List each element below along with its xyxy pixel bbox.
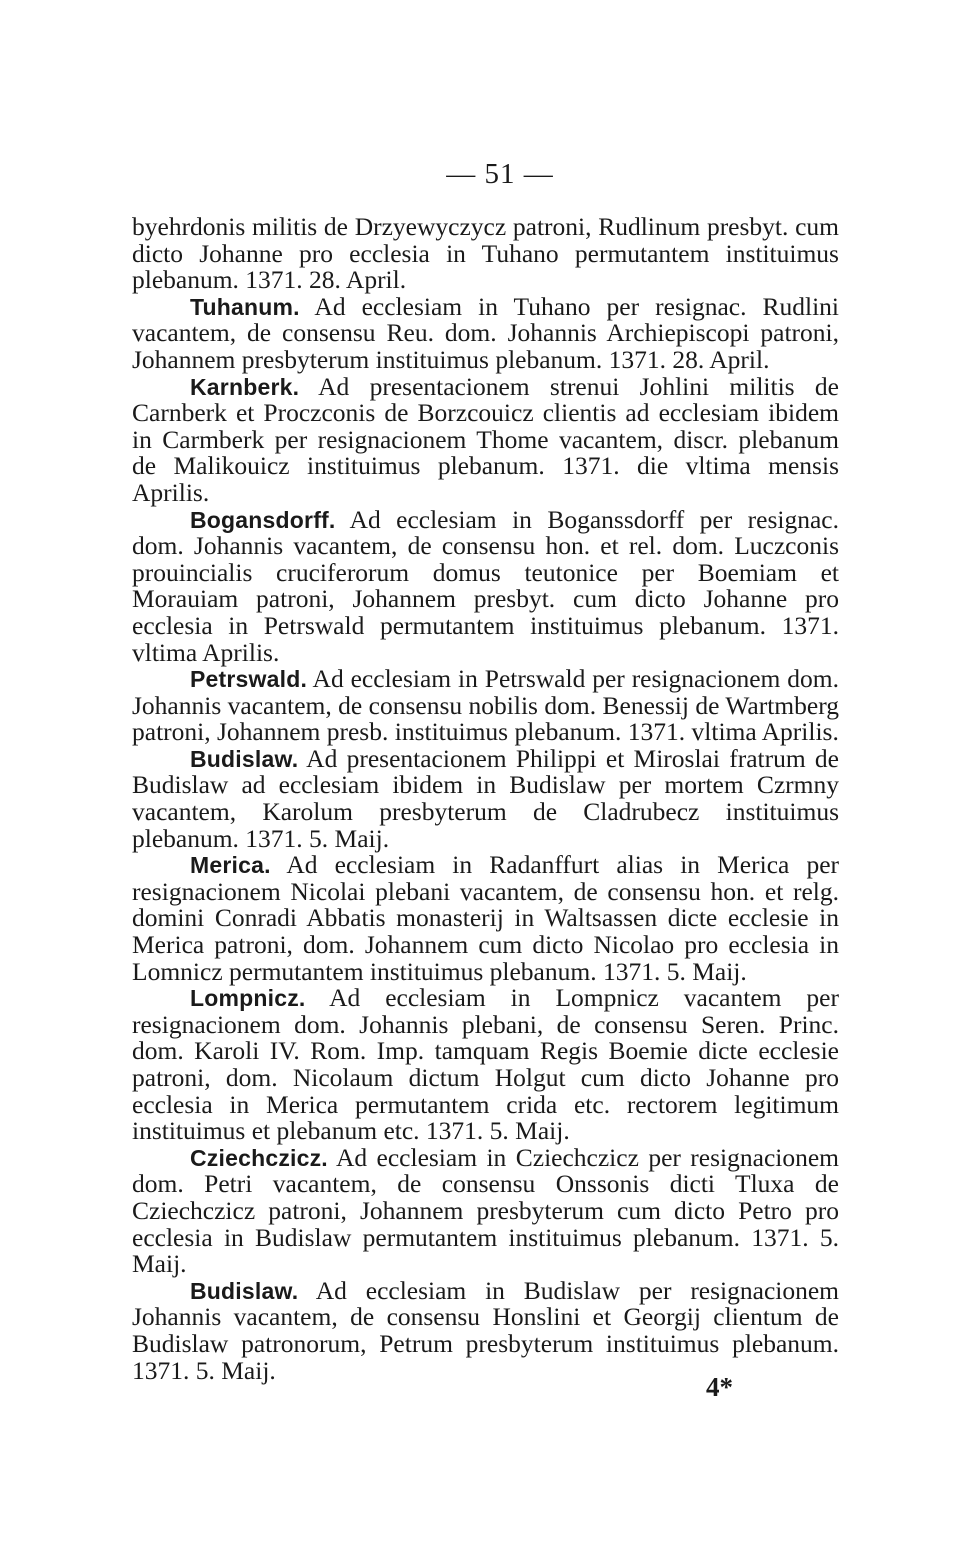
entry-bogansdorff bbox=[132, 504, 839, 667]
entry-place-heading: Karnberk. bbox=[190, 373, 300, 400]
entry-karnberk bbox=[132, 371, 839, 507]
entry-text: Ad ecclesiam in Petrswald per resignacionem dom. Johannis vacantem, de consensu nobilis dom. Benessij de Wartmberg patroni, Johannem presb. instituimus plebanum. 1371. vltima Aprilis. bbox=[132, 664, 839, 747]
entry-lompnicz bbox=[132, 985, 839, 1145]
entry-text: Ad ecclesiam in Tuhano per resignac. Rudlini vacantem, de consensu Reu. dom. Johannis Archiepiscopi patroni, Johannem presbyterum instituimus plebanum. 1371. 28. April. bbox=[132, 291, 839, 374]
entry-place-heading: Merica. bbox=[190, 852, 271, 879]
entry-text: Ad ecclesiam in Boganssdorff per resignac. dom. Johannis vacantem, de consensu hon. et rel. dom. Luczconis prouincialis cruciferorum domus teutonice per Boemiam et Morauiam patroni, Johannem presbyt. cum dicto Johanne pro ecclesia in Petrswald permutantem instituimus plebanum. 1371. vltima Aprilis. bbox=[132, 504, 839, 667]
entry-place-heading: Tuhanum. bbox=[190, 293, 300, 320]
opening-paragraph: byehrdonis militis de Drzyewyczycz patroni, Rudlinum presbyt. cum dicto Johanne pro ecclesia in Tuhano permutantem instituimus plebanum. 1371. 28. April. bbox=[132, 212, 839, 295]
entry-place-heading: Petrswald. bbox=[190, 666, 308, 693]
entry-text: Ad ecclesiam in Cziechczicz per resignacionem dom. Petri vacantem, de consensu Onssonis dicti Tluxa de Cziechczicz patroni, Johannem presbyterum cum dicto Petro pro ecclesia in Budislaw permutantem instituimus plebanum. 1371. 5. Maij. bbox=[132, 1142, 839, 1279]
sheet-signature-mark: 4* bbox=[706, 1372, 733, 1402]
main-text bbox=[132, 214, 839, 1384]
entry-place-heading: Lompnicz. bbox=[190, 985, 306, 1012]
entry-tuhanum bbox=[132, 291, 839, 374]
entry-text: Ad ecclesiam in Radanffurt alias in Merica per resignacionem Nicolai plebani vacantem, de consensu hon. et relg. domini Conradi Abbatis monasterij in Waltsassen dicte ecclesie in Merica patroni, dom. Johannem cum dicto Nicolao pro ecclesia in Lomnicz permutantem instituimus plebanum. 1371. 5. Maij. bbox=[132, 850, 840, 986]
entry-place-heading: Budislaw. bbox=[190, 745, 299, 772]
entry-place-heading: Bogansdorff. bbox=[190, 506, 336, 533]
page-number: — 51 — bbox=[446, 158, 554, 190]
entry-budislaw-2 bbox=[132, 1275, 840, 1385]
entry-text: Ad presentacionem strenui Johlini militis de Carnberk et Proczconis de Borzcouicz clientis ad ecclesiam ibidem in Carmberk per resignacionem Thome vacantem, discr. plebanum de Malikouicz instituimus plebanum. 1371. die vltima mensis Aprilis. bbox=[132, 371, 839, 507]
entry-budislaw-1 bbox=[132, 743, 840, 853]
entry-petrswald bbox=[132, 666, 839, 746]
entry-text: Ad ecclesiam in Budislaw per resignacionem Johannis vacantem, de consensu Honslini et Georgij clientum de Budislaw patronorum, Petrum presbyterum instituimus plebanum. 1371. 5. Maij. bbox=[132, 1275, 840, 1385]
entry-place-heading: Budislaw. bbox=[190, 1277, 299, 1304]
entry-place-heading: Cziechczicz. bbox=[190, 1144, 328, 1171]
entry-cziechczicz bbox=[132, 1142, 839, 1279]
entry-merica bbox=[132, 852, 839, 985]
entry-text: Ad ecclesiam in Lompnicz vacantem per resignacionem dom. Johannis plebani, de consensu Seren. Princ. dom. Karoli IV. Rom. Imp. tamquam Regis Boemie dicte ecclesie patroni, dom. Nicolaum dictum Holgut cum dicto Johanne pro ecclesia in Merica permutantem crida etc. rectorem legitimum instituimus et plebanum etc. 1371. 5. Maij. bbox=[132, 983, 839, 1146]
entry-text: Ad presentacionem Philippi et Miroslai fratrum de Budislaw ad ecclesiam ibidem in Budislaw per mortem Czrmny vacantem, Karolum presbyterum de Cladrubecz instituimus plebanum. 1371. 5. Maij. bbox=[132, 743, 840, 853]
